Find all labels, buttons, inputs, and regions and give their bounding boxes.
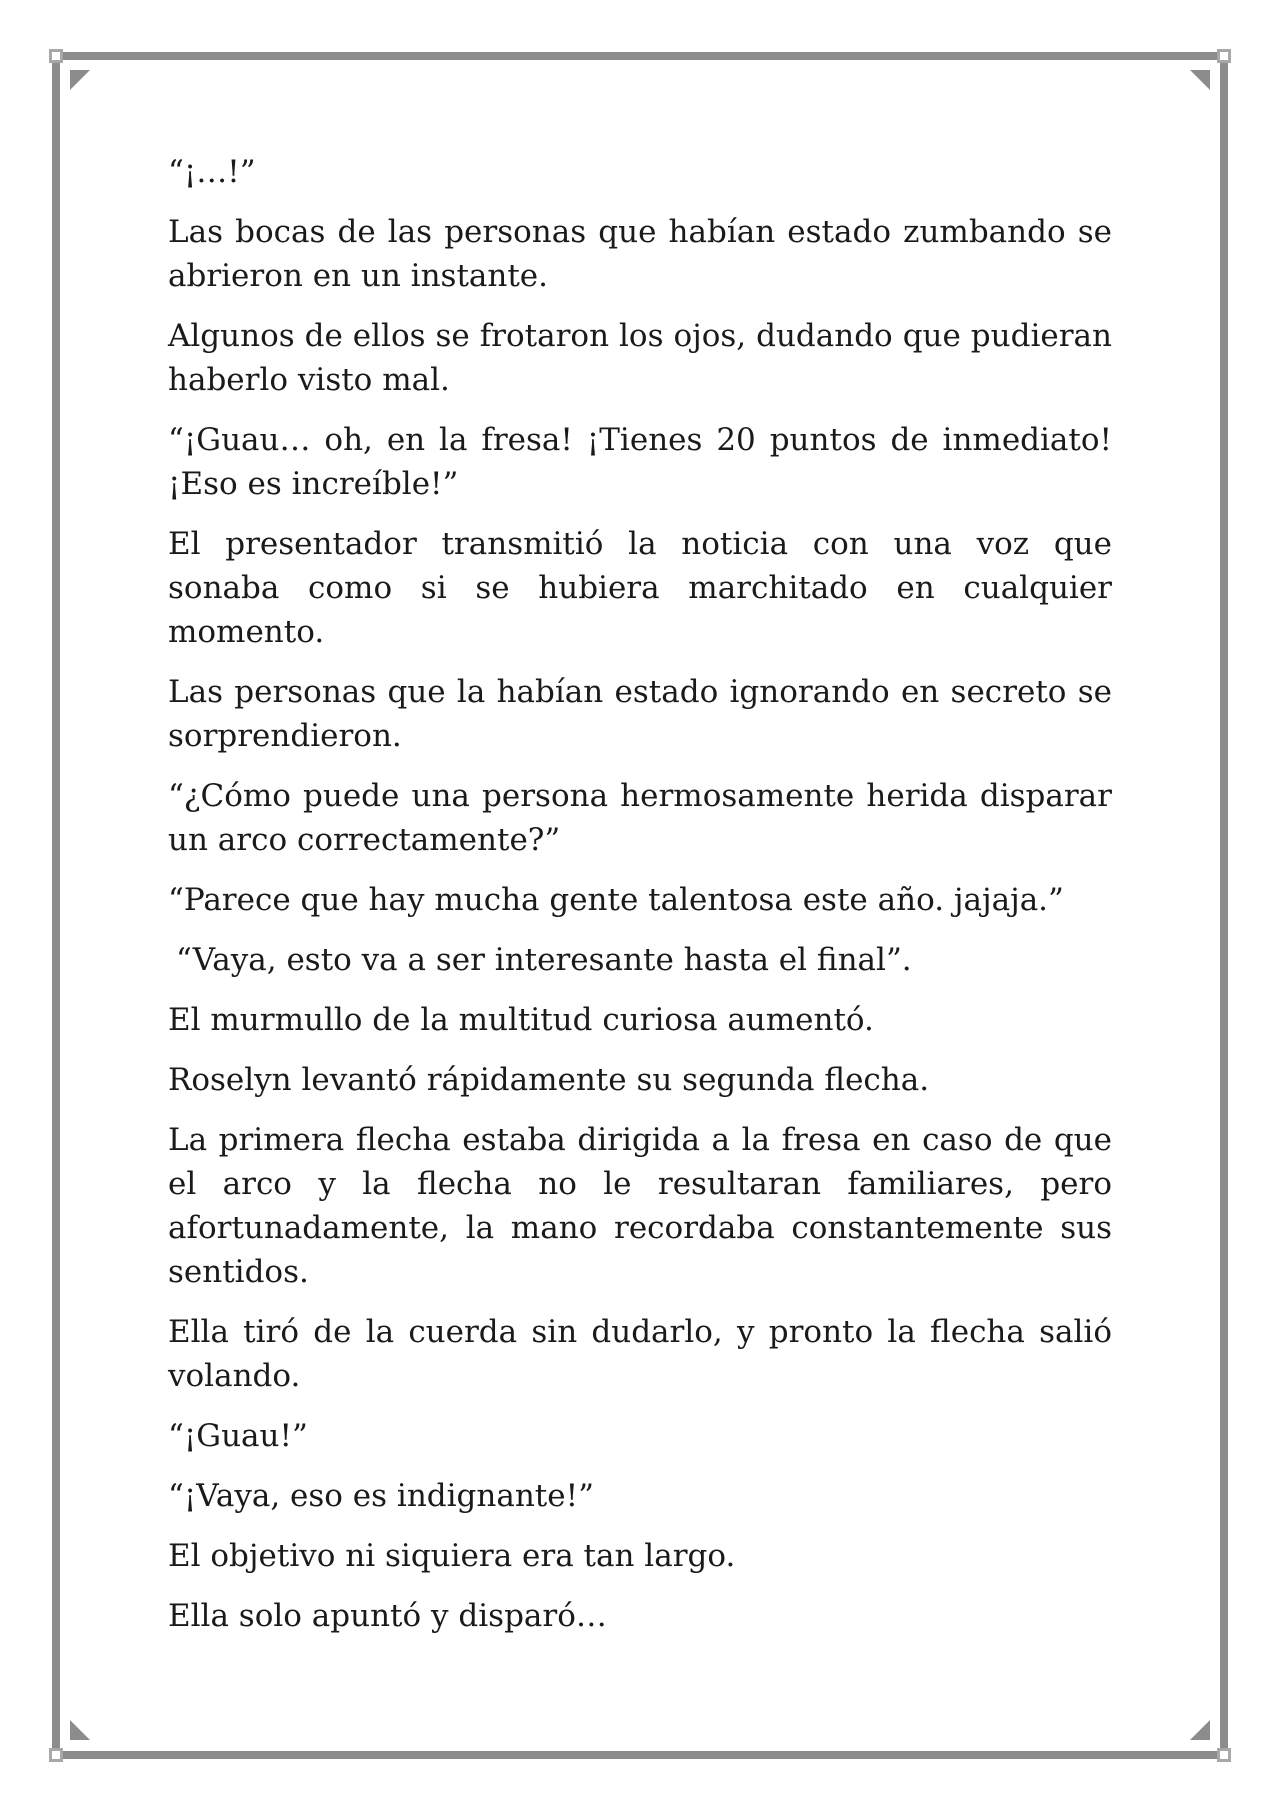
paragraph-12: La primera flecha estaba dirigida a la fresa en caso de que el arco y la flecha no le resultaran familiares, pero afortunadamente, la mano recordaba constantemente sus sentidos.: [168, 1122, 1112, 1290]
paragraph-4: “¡Guau… oh, en la fresa! ¡Tienes 20 puntos de inmediato! ¡Eso es increíble!”: [168, 422, 1112, 502]
paragraph-5: El presentador transmitió la noticia con una voz que sonaba como si se hubiera marchitado en cualquier momento.: [168, 526, 1112, 650]
paragraph-3: Algunos de ellos se frotaron los ojos, dudando que pudieran haberlo visto mal.: [168, 318, 1112, 398]
paragraph-7: “¿Cómo puede una persona hermosamente herida disparar un arco correctamente?”: [168, 778, 1112, 858]
page-border-left: [52, 58, 60, 1752]
paragraph-14: “¡Guau!”: [168, 1418, 308, 1454]
corner-ornament-top-right: [1190, 70, 1210, 90]
corner-ornament-bottom-left: [70, 1720, 90, 1740]
paragraph-11: Roselyn levantó rápidamente su segunda flecha.: [168, 1062, 930, 1098]
corner-knob-top-left: [49, 49, 63, 63]
page-border-bottom: [58, 1751, 1222, 1759]
paragraph-2: Las bocas de las personas que habían estado zumbando se abrieron en un instante.: [168, 214, 1112, 294]
paragraph-17: Ella solo apuntó y disparó…: [168, 1598, 607, 1634]
paragraph-15: “¡Vaya, eso es indignante!”: [168, 1478, 594, 1514]
corner-ornament-bottom-right: [1190, 1720, 1210, 1740]
paragraph-6: Las personas que la habían estado ignorando en secreto se sorprendieron.: [168, 674, 1112, 754]
corner-knob-top-right: [1217, 49, 1231, 63]
corner-ornament-top-left: [70, 70, 90, 90]
paragraph-8: “Parece que hay mucha gente talentosa este año. jajaja.”: [168, 882, 1064, 918]
paragraph-9: “Vaya, esto va a ser interesante hasta el final”.: [176, 942, 912, 978]
paragraph-13: Ella tiró de la cuerda sin dudarlo, y pronto la flecha salió volando.: [168, 1314, 1112, 1394]
story-text: [168, 150, 1112, 1654]
corner-knob-bottom-right: [1217, 1748, 1231, 1762]
paragraph-1: “¡…!”: [168, 154, 256, 190]
paragraph-10: El murmullo de la multitud curiosa aumentó.: [168, 1002, 874, 1038]
page-border-top: [58, 52, 1222, 60]
page-border-right: [1220, 58, 1228, 1752]
corner-knob-bottom-left: [49, 1748, 63, 1762]
paragraph-16: El objetivo ni siquiera era tan largo.: [168, 1538, 736, 1574]
